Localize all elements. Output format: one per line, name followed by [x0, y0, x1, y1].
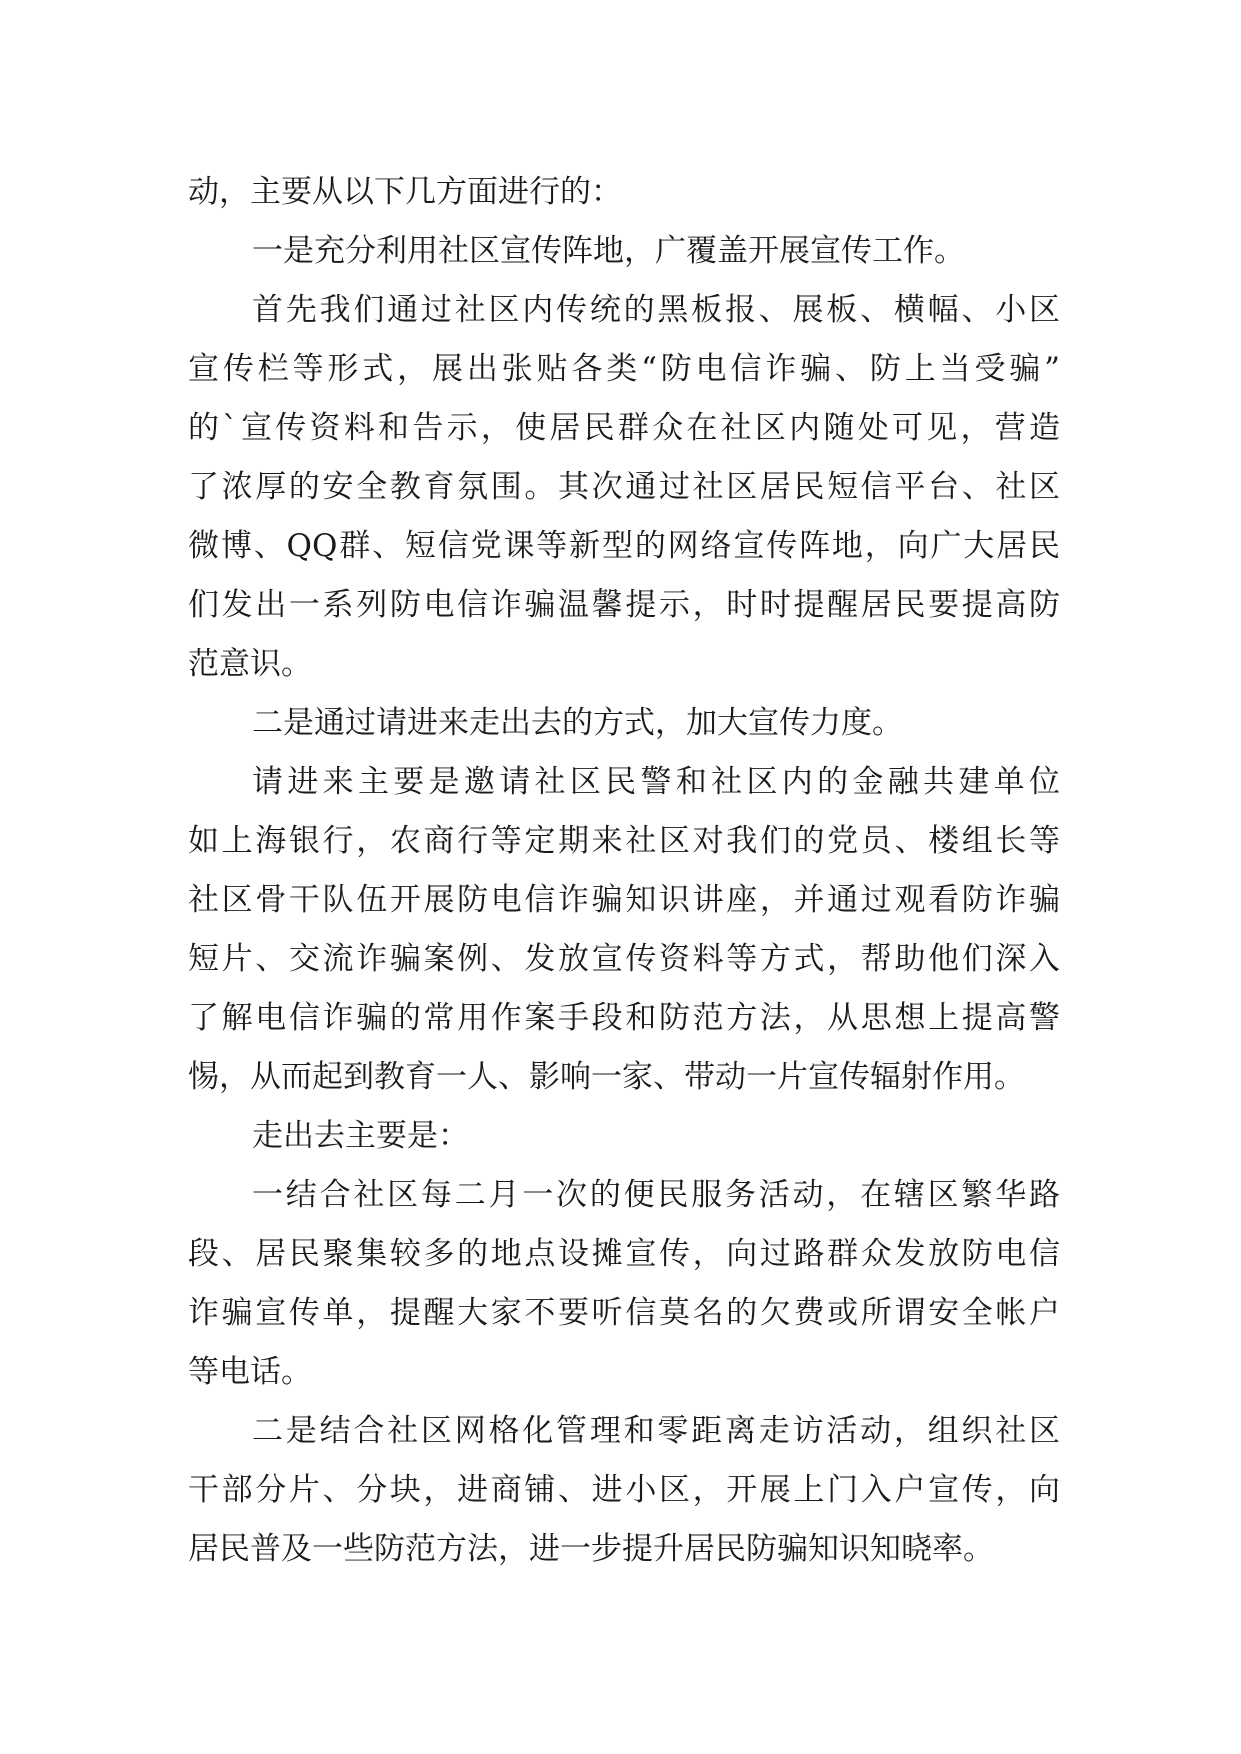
document-body — [188, 163, 1060, 1579]
paragraph-line: 了浓厚的安全教育氛围。其次通过社区居民短信平台、社区 — [188, 469, 1060, 505]
paragraph-line: 了解电信诈骗的常用作案手段和防范方法，从思想上提高警 — [188, 1000, 1060, 1036]
paragraph-line: 干部分片、分块，进商铺、进小区，开展上门入户宣传，向 — [188, 1472, 1060, 1508]
paragraph-heading-line: 走出去主要是： — [252, 1118, 469, 1154]
paragraph-line: 范意识。 — [188, 646, 312, 682]
paragraph-line: 一结合社区每二月一次的便民服务活动，在辖区繁华路 — [252, 1177, 1060, 1213]
paragraph-line: 请进来主要是邀请社区民警和社区内的金融共建单位 — [252, 764, 1060, 800]
paragraph-line: 诈骗宣传单，提醒大家不要听信莫名的欠费或所谓安全帐户 — [188, 1295, 1060, 1331]
paragraph-line: 二是结合社区网格化管理和零距离走访活动，组织社区 — [252, 1413, 1060, 1449]
paragraph-line: 惕，从而起到教育一人、影响一家、带动一片宣传辐射作用。 — [188, 1059, 1025, 1095]
paragraph-heading-line: 二是通过请进来走出去的方式，加大宣传力度。 — [252, 705, 903, 741]
paragraph-line: 首先我们通过社区内传统的黑板报、展板、横幅、小区 — [252, 292, 1060, 328]
paragraph-line: 社区骨干队伍开展防电信诈骗知识讲座，并通过观看防诈骗 — [188, 882, 1060, 918]
paragraph-line: 动，主要从以下几方面进行的： — [188, 174, 622, 210]
paragraph-line: 如上海银行，农商行等定期来社区对我们的党员、楼组长等 — [188, 823, 1060, 859]
paragraph-heading-line: 一是充分利用社区宣传阵地，广覆盖开展宣传工作。 — [252, 233, 965, 269]
paragraph-line: 居民普及一些防范方法，进一步提升居民防骗知识知晓率。 — [188, 1531, 994, 1567]
paragraph-line: 的`宣传资料和告示，使居民群众在社区内随处可见，营造 — [188, 410, 1060, 446]
paragraph-line: 微博、QQ群、短信党课等新型的网络宣传阵地，向广大居民 — [188, 528, 1060, 564]
paragraph-line: 宣传栏等形式，展出张贴各类“防电信诈骗、防上当受骗” — [188, 351, 1060, 387]
paragraph-line: 们发出一系列防电信诈骗温馨提示，时时提醒居民要提高防 — [188, 587, 1060, 623]
paragraph-line: 短片、交流诈骗案例、发放宣传资料等方式，帮助他们深入 — [188, 941, 1060, 977]
paragraph-line: 段、居民聚集较多的地点设摊宣传，向过路群众发放防电信 — [188, 1236, 1060, 1272]
paragraph-line: 等电话。 — [188, 1354, 312, 1390]
